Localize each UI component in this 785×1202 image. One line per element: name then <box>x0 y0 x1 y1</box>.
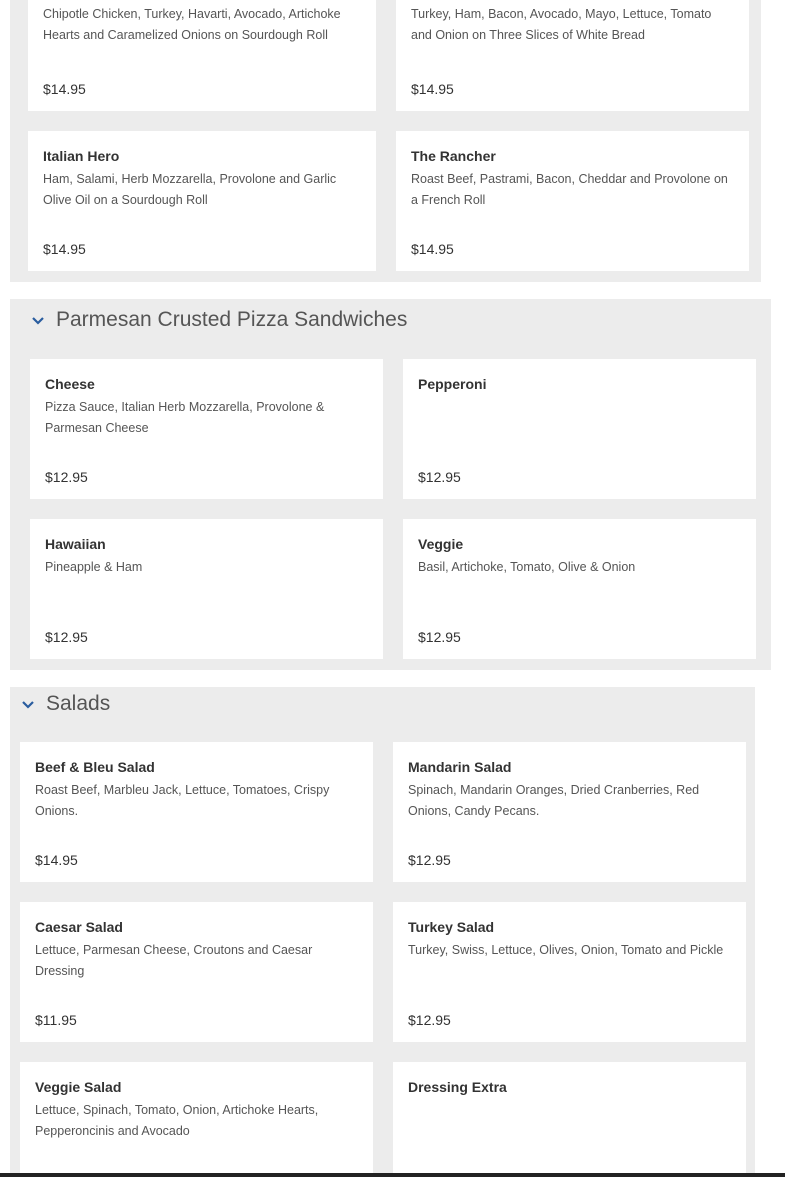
menu-item-card[interactable] <box>28 131 376 271</box>
menu-item-description: Pineapple & Ham <box>45 560 143 574</box>
chevron-down-icon <box>20 696 36 712</box>
menu-item-card[interactable] <box>30 519 383 659</box>
bottom-edge-divider <box>0 1173 785 1177</box>
menu-item-card[interactable] <box>30 359 383 499</box>
menu-item-description: Spinach, Mandarin Oranges, Dried Cranberries, Red Onions, Candy Pecans. <box>408 783 700 818</box>
menu-item-name: Hawaiian <box>45 536 106 552</box>
menu-item-description: Chipotle Chicken, Turkey, Havarti, Avocado, Artichoke Hearts and Caramelized Onions on Sourdough Roll <box>43 7 341 42</box>
menu-item-card[interactable] <box>393 902 746 1042</box>
menu-item-description: Roast Beef, Marbleu Jack, Lettuce, Tomatoes, Crispy Onions. <box>35 783 330 818</box>
menu-item-name: Pepperoni <box>418 376 487 392</box>
menu-item-description: Pizza Sauce, Italian Herb Mozzarella, Provolone & Parmesan Cheese <box>45 400 325 435</box>
menu-item-card[interactable] <box>28 0 376 111</box>
menu-item-description: Lettuce, Parmesan Cheese, Croutons and Caesar Dressing <box>35 943 313 978</box>
menu-item-description: Turkey, Ham, Bacon, Avocado, Mayo, Lettuce, Tomato and Onion on Three Slices of White Bread <box>411 7 712 42</box>
section-toggle[interactable] <box>30 307 407 333</box>
menu-item-price: $14.95 <box>35 852 78 868</box>
menu-item-card[interactable] <box>20 742 373 882</box>
menu-item-name: Cheese <box>45 376 95 392</box>
menu-item-name: Turkey Salad <box>408 919 495 935</box>
menu-item-description: Turkey, Swiss, Lettuce, Olives, Onion, Tomato and Pickle <box>408 943 724 957</box>
menu-item-price: $14.95 <box>43 81 86 97</box>
menu-item-card[interactable] <box>396 131 749 271</box>
menu-item-description: Roast Beef, Pastrami, Bacon, Cheddar and Provolone on a French Roll <box>411 172 728 207</box>
menu-item-card[interactable] <box>20 1062 373 1202</box>
chevron-down-icon <box>30 312 46 328</box>
menu-item-card[interactable] <box>403 359 756 499</box>
menu-item-name: Veggie <box>418 536 464 552</box>
menu-item-name: Italian Hero <box>43 148 120 164</box>
menu-item-card[interactable] <box>396 0 749 111</box>
salads-section <box>10 687 755 1177</box>
menu-item-card[interactable] <box>403 519 756 659</box>
menu-item-price: $14.95 <box>43 241 86 257</box>
menu-item-name: Dressing Extra <box>408 1079 507 1095</box>
section-title: Parmesan Crusted Pizza Sandwiches <box>56 308 408 331</box>
menu-item-price: $14.95 <box>411 241 454 257</box>
menu-item-price: $11.95 <box>35 1012 77 1028</box>
menu-item-card[interactable] <box>393 742 746 882</box>
menu-item-card[interactable] <box>20 902 373 1042</box>
menu-item-price: $12.95 <box>418 469 461 485</box>
menu-item-name: Veggie Salad <box>35 1079 122 1095</box>
sandwiches-section <box>10 0 761 282</box>
menu-item-description: Lettuce, Spinach, Tomato, Onion, Artichoke Hearts, Pepperoncinis and Avocado <box>35 1103 319 1138</box>
menu-item-price: $12.95 <box>45 629 88 645</box>
menu-item-price: $12.95 <box>408 852 451 868</box>
menu-item-description: Basil, Artichoke, Tomato, Olive & Onion <box>418 560 636 574</box>
pizza-sandwiches-section <box>10 299 771 670</box>
menu-item-name: The Rancher <box>411 148 496 164</box>
menu-item-description: Ham, Salami, Herb Mozzarella, Provolone and Garlic Olive Oil on a Sourdough Roll <box>43 172 337 207</box>
menu-item-name: Beef & Bleu Salad <box>35 759 155 775</box>
section-toggle[interactable] <box>20 691 110 717</box>
menu-item-name: Caesar Salad <box>35 919 123 935</box>
menu-item-card[interactable] <box>393 1062 746 1202</box>
menu-item-price: $12.95 <box>408 1012 451 1028</box>
menu-item-price: $14.95 <box>411 81 454 97</box>
menu-item-price: $12.95 <box>45 469 88 485</box>
menu-item-name: Mandarin Salad <box>408 759 512 775</box>
menu-item-price: $12.95 <box>418 629 461 645</box>
section-title: Salads <box>46 692 111 715</box>
